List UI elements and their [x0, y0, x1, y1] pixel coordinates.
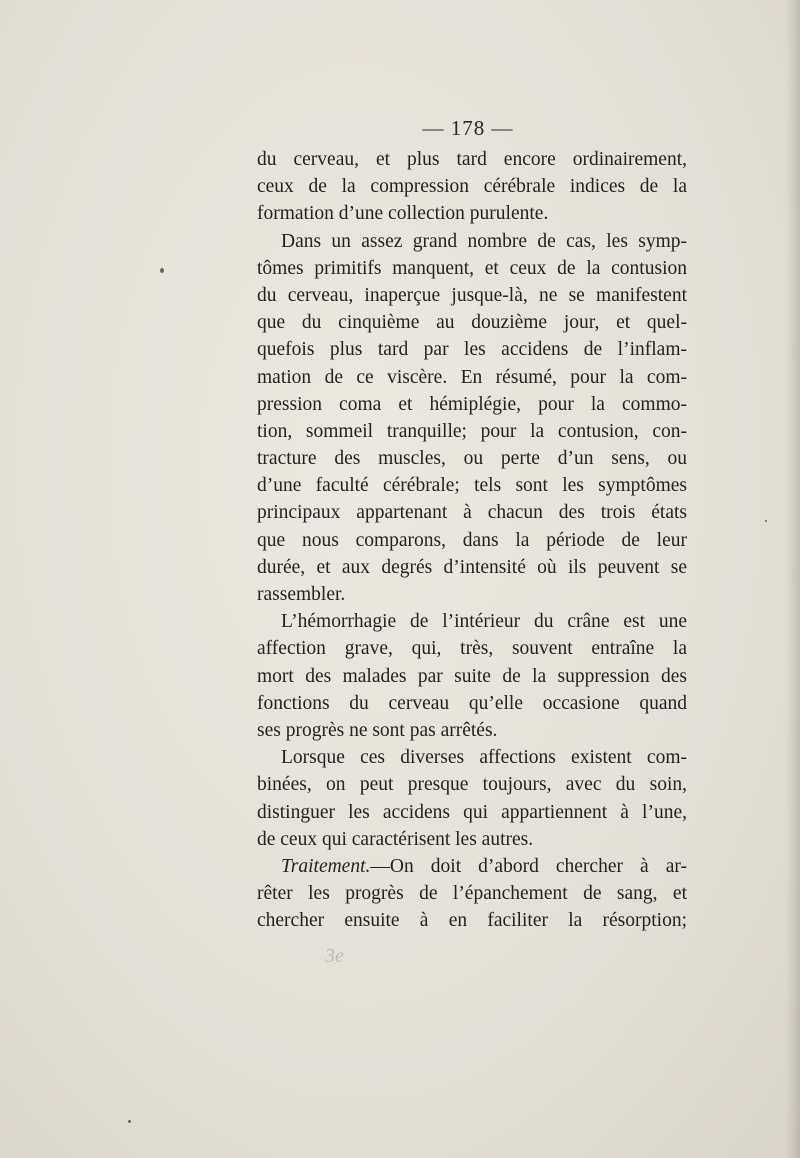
text-line: ceux de la compression cérébrale indices de la — [257, 176, 687, 198]
paper-speck — [765, 520, 767, 522]
section-heading-italic: Traitement. — [281, 855, 371, 877]
text-line: rassembler. — [257, 584, 346, 605]
text-line: mort des malades par suite de la suppression des — [257, 665, 687, 687]
text-line: mation de ce viscère. En résumé, pour la com- — [257, 366, 687, 388]
paper-speck — [160, 268, 164, 273]
text-line: formation d’une collection purulente. — [257, 203, 549, 225]
bleed-through-mark: 3e — [325, 945, 344, 967]
page-number: — 178 — — [422, 116, 514, 140]
text-line: que du cinquième au douzième jour, et quel- — [257, 312, 687, 334]
text-line: affection grave, qui, très, souvent entraîne la — [257, 638, 687, 660]
text-line: binées, on peut presque toujours, avec du soin, — [257, 774, 687, 796]
text-line: rêter les progrès de l’épanchement de sang, et — [257, 883, 687, 905]
text-line: ses progrès ne sont pas arrêtés. — [257, 719, 498, 741]
text-line: pression coma et hémiplégie, pour la commo- — [257, 393, 687, 415]
text-line: Lorsque ces diverses affections existent com- — [281, 747, 687, 769]
text-line: distinguer les accidens qui appartiennent à l’une, — [257, 801, 687, 823]
body-text — [257, 146, 687, 934]
text-line: durée, et aux degrés d’intensité où ils peuvent se — [257, 556, 687, 578]
text-line-rest: —On doit d’abord chercher à ar- — [370, 855, 687, 877]
text-line: tracture des muscles, ou perte d’un sens, ou — [257, 448, 687, 470]
text-line: de ceux qui caractérisent les autres. — [257, 828, 534, 850]
text-line: chercher ensuite à en faciliter la résorption; — [257, 910, 687, 932]
text-line: du cerveau, et plus tard encore ordinairement, — [257, 149, 687, 170]
text-line: principaux appartenant à chacun des trois états — [257, 502, 687, 524]
paper-speck — [128, 1120, 131, 1123]
text-line: tômes primitifs manquent, et ceux de la contusion — [257, 257, 687, 279]
text-line: tion, sommeil tranquille; pour la contusion, con- — [257, 420, 687, 442]
text-line: que nous comparons, dans la période de leur — [257, 529, 687, 551]
text-line: d’une faculté cérébrale; tels sont les symptômes — [257, 475, 687, 497]
text-line: Dans un assez grand nombre de cas, les symp- — [281, 230, 687, 252]
text-line: fonctions du cerveau qu’elle occasione quand — [257, 692, 687, 714]
text-line: du cerveau, inaperçue jusque-là, ne se manifestent — [257, 284, 687, 306]
page-edge-shadow — [786, 0, 800, 1158]
text-line: L’hémorrhagie de l’intérieur du crâne est une — [281, 611, 687, 633]
text-line — [257, 853, 687, 880]
text-line: quefois plus tard par les accidens de l’inflam- — [257, 339, 687, 361]
